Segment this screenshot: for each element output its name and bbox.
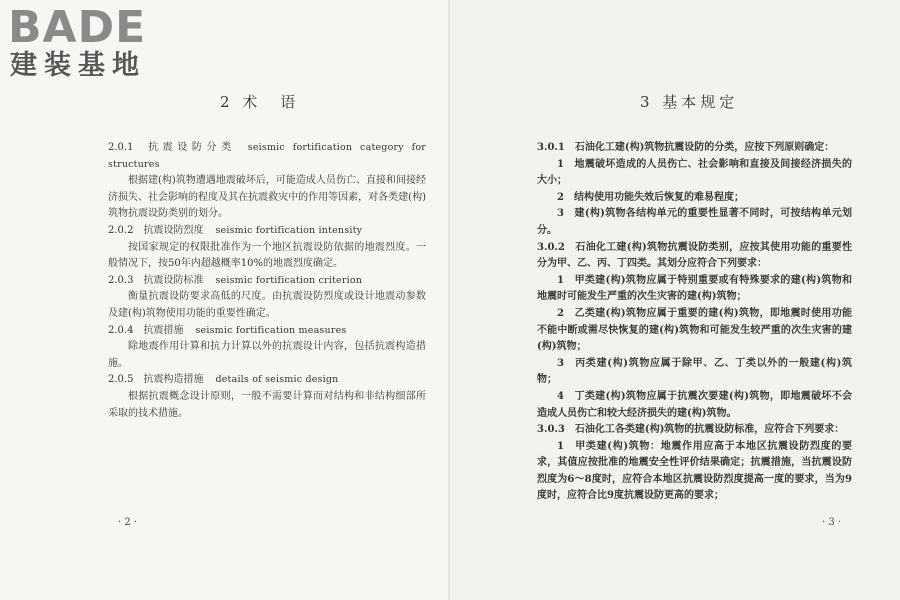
term-definition: 除地震作用计算和抗力计算以外的抗震设计内容，包括抗震构造措施。 bbox=[108, 341, 426, 369]
term-number: 2.0.1 bbox=[108, 142, 134, 153]
clause-item: 1 甲类建(构)筑物：地震作用应高于本地区抗震设防烈度的要求，其值应按批准的地震安全性评价结果确定；抗震措施，当抗震设防烈度为6～8度时，应符合本地区抗震设防烈度提高一度的要求，当为9度时，应符合比9度抗震设防更高的要求； bbox=[537, 440, 852, 502]
clause-item: 3 丙类建(构)筑物应属于除甲、乙、丁类以外的一般建(构)筑物； bbox=[537, 357, 852, 386]
term-definition: 按国家规定的权限批准作为一个地区抗震设防依据的地震烈度。一般情况下，按50年内超越概率10%的地震烈度确定。 bbox=[108, 241, 426, 270]
term-name: 抗震设防烈度 bbox=[143, 224, 204, 236]
clause-paragraph: 3.0.1 石油化工建(构)筑物抗震设防的分类，应按下列原则确定： bbox=[537, 142, 835, 153]
chapter-title: 3 基本规定 bbox=[640, 93, 739, 111]
term-name: 抗震措施 bbox=[143, 324, 184, 336]
term-heading bbox=[108, 140, 426, 173]
page-number: · 3 · bbox=[822, 517, 842, 528]
logo-brand: BADE bbox=[8, 2, 147, 53]
clause-paragraph: 3.0.3 石油化工各类建(构)筑物的抗震设防标准，应符合下列要求： bbox=[537, 424, 845, 436]
clause-item: 1 甲类建(构)筑物应属于特别重要或有特殊要求的建(构)筑物和地震时可能发生严重的次生灾害的建(构)筑物； bbox=[537, 274, 852, 303]
page-number: · 2 · bbox=[118, 517, 138, 528]
right-page bbox=[450, 0, 900, 600]
term-heading bbox=[108, 323, 426, 340]
term-english: seismic fortification criterion bbox=[215, 274, 363, 286]
term-english: details of seismic design bbox=[215, 374, 339, 386]
clause-item: 2 结构使用功能失效后恢复的难易程度； bbox=[557, 191, 744, 203]
term-english: seismic fortification intensity bbox=[215, 224, 363, 236]
chapter-title: 2 术 语 bbox=[220, 93, 300, 111]
term-number: 2.0.4 bbox=[108, 324, 134, 336]
term-definition: 根据抗震概念设计原则，一般不需要计算而对结构和非结构细部所采取的技术措施。 bbox=[108, 390, 426, 419]
term-number: 2.0.3 bbox=[108, 274, 134, 286]
term-name: 抗震设防分类 bbox=[143, 142, 236, 153]
term-number: 2.0.5 bbox=[108, 374, 134, 386]
provisions-list bbox=[537, 140, 852, 505]
clause-item: 4 丁类建(构)筑物应属于抗震次要建(构)筑物，即地震破坏不会造成人员伤亡和较大经济损失的建(构)筑物。 bbox=[537, 390, 852, 419]
term-name: 抗震构造措施 bbox=[143, 374, 204, 386]
clause-item: 2 乙类建(构)筑物应属于重要的建(构)筑物，即地震时使用功能不能中断或需尽快恢复的建(构)筑物和可能发生较严重的次生灾害的建(构)筑物； bbox=[537, 307, 852, 353]
term-heading bbox=[108, 223, 426, 240]
clause-item: 1 地震破坏造成的人员伤亡、社会影响和直接及间接经济损失的大小； bbox=[537, 158, 852, 187]
terms-list bbox=[108, 140, 426, 422]
term-heading bbox=[108, 372, 426, 389]
clause-item: 3 建(构)筑物各结构单元的重要性显著不同时，可按结构单元划分。 bbox=[537, 208, 852, 236]
term-english: seismic fortification category for structures bbox=[108, 142, 427, 170]
term-definition: 根据建(构)筑物遭遇地震破坏后，可能造成人员伤亡、直接和间接经济损失、社会影响的程度及其在抗震救灾中的作用等因素，对各类建(构)筑物抗震设防类别的划分。 bbox=[108, 175, 426, 220]
term-name: 抗震设防标准 bbox=[143, 274, 204, 286]
logo-brand-cn: 建装基地 bbox=[10, 50, 146, 81]
term-english: seismic fortification measures bbox=[195, 324, 347, 336]
term-number: 2.0.2 bbox=[108, 224, 134, 236]
term-definition: 衡量抗震设防要求高低的尺度。由抗震设防烈度或设计地震动参数及建(构)筑物使用功能的重要性确定。 bbox=[108, 291, 426, 319]
clause-paragraph: 3.0.2 石油化工建(构)筑物抗震设防类别，应按其使用功能的重要性分为甲、乙、丙、丁四类。其划分应符合下列要求： bbox=[537, 241, 852, 270]
term-heading bbox=[108, 273, 426, 290]
logo bbox=[8, 4, 178, 86]
